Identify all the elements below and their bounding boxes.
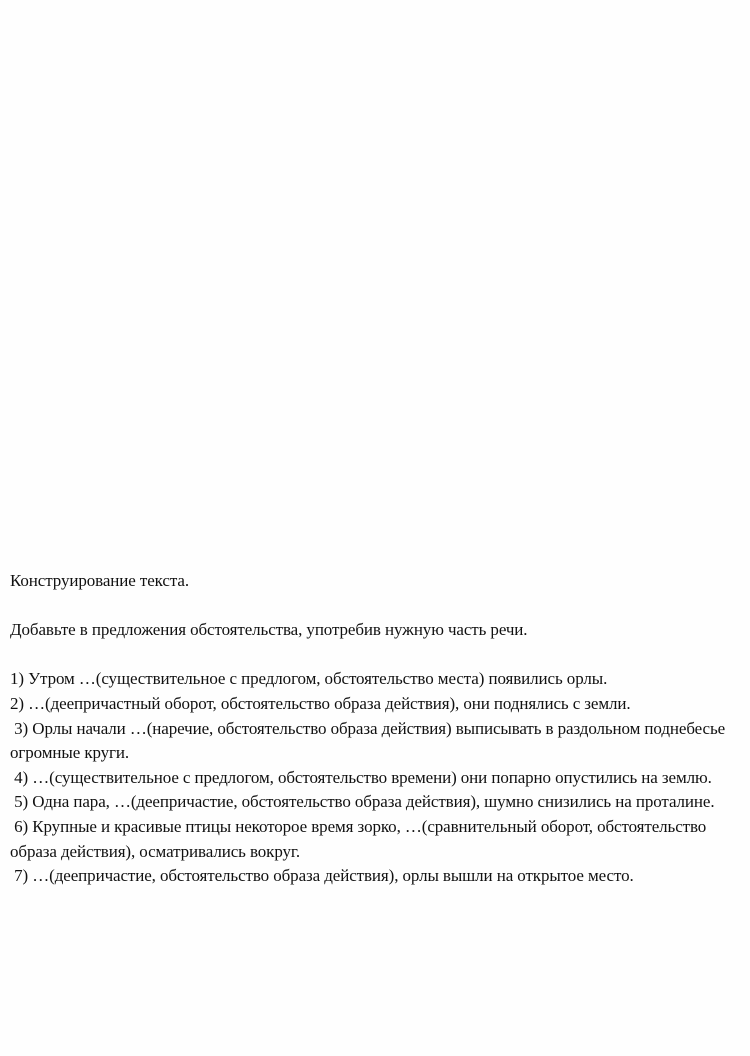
task-item-3: 3) Орлы начали …(наречие, обстоятельство образа действия) выписывать в раздольном поднебесье огромные круги. (10, 718, 730, 763)
document-title: Конструирование текста. (10, 571, 189, 590)
task-item-6: 6) Крупные и красивые птицы некоторое время зорко, …(сравнительный оборот, обстоятельство образа действия), осматривались вокруг. (10, 816, 711, 861)
task-item-7: 7) …(деепричастие, обстоятельство образа действия), орлы вышли на открытое место. (10, 866, 634, 886)
document-body (10, 569, 740, 889)
task-item-2: 2) …(деепричастный оборот, обстоятельство образа действия), они поднялись с земли. (10, 693, 631, 713)
task-item-1: 1) Утром …(существительное с предлогом, обстоятельство места) появились орлы. (10, 669, 608, 689)
task-list (10, 667, 740, 888)
task-item-5: 5) Одна пара, …(деепричастие, обстоятельство образа действия), шумно снизились на проталине. (10, 792, 715, 812)
task-item-4: 4) …(существительное с предлогом, обстоятельство времени) они попарно опустились на землю. (10, 767, 712, 787)
task-instruction: Добавьте в предложения обстоятельства, употребив нужную часть речи. (10, 620, 528, 640)
